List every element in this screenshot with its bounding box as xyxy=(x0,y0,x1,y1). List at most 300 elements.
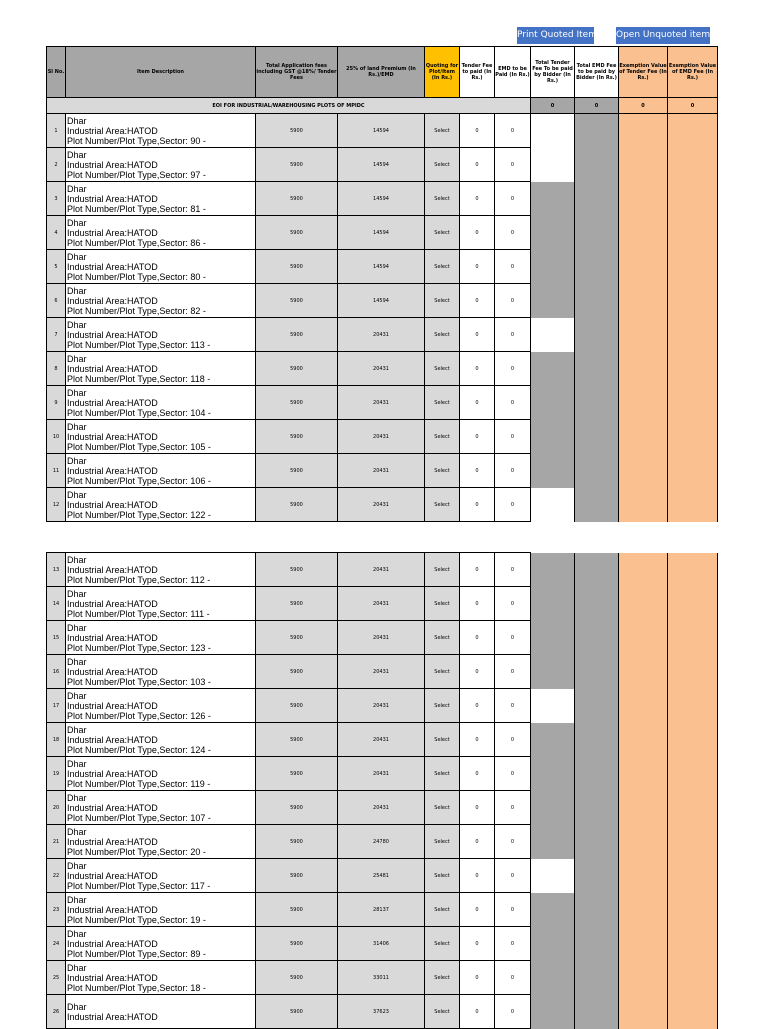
table-row xyxy=(47,655,718,689)
row-total-emd-fee xyxy=(575,553,619,587)
table-row xyxy=(47,859,718,893)
items-table-part-2 xyxy=(46,552,718,1029)
row-emd-paid: 0 xyxy=(495,114,531,148)
row-industrial-area: Industrial Area:HATOD xyxy=(67,431,158,442)
row-application-fee: 5900 xyxy=(256,488,338,522)
row-quote-select[interactable]: Select xyxy=(425,995,460,1029)
row-plot-sector: Plot Number/Plot Type,Sector: 82 - xyxy=(67,305,206,316)
print-quoted-item-button[interactable]: Print Quoted Item xyxy=(517,27,594,44)
row-plot-sector: Plot Number/Plot Type,Sector: 106 - xyxy=(67,475,211,486)
header-emd: EMD to be Paid (In Rs.) xyxy=(495,47,531,98)
section-total-emd: 0 xyxy=(575,98,619,114)
row-land-premium: 20431 xyxy=(338,757,425,791)
row-exemption-emd xyxy=(668,148,718,182)
row-total-tender-fee xyxy=(531,723,575,757)
row-exemption-tender xyxy=(619,386,668,420)
row-emd-paid: 0 xyxy=(495,386,531,420)
row-tender-fee: 0 xyxy=(460,859,495,893)
row-district: Dhar xyxy=(67,826,87,837)
row-application-fee: 5900 xyxy=(256,216,338,250)
row-exemption-emd xyxy=(668,488,718,522)
row-item-description xyxy=(66,352,256,386)
row-plot-sector: Plot Number/Plot Type,Sector: 81 - xyxy=(67,203,206,214)
row-tender-fee: 0 xyxy=(460,318,495,352)
row-district: Dhar xyxy=(67,285,87,296)
row-exemption-emd xyxy=(668,689,718,723)
row-tender-fee: 0 xyxy=(460,791,495,825)
row-district: Dhar xyxy=(67,489,87,500)
row-total-tender-fee xyxy=(531,284,575,318)
row-total-emd-fee xyxy=(575,182,619,216)
header-tender-fee: Tender Fee to paid (In Rs.) xyxy=(460,47,495,98)
row-application-fee: 5900 xyxy=(256,927,338,961)
row-plot-sector: Plot Number/Plot Type,Sector: 119 - xyxy=(67,778,211,789)
row-exemption-tender xyxy=(619,723,668,757)
row-sl-no: 17 xyxy=(47,689,66,723)
row-total-emd-fee xyxy=(575,995,619,1029)
row-application-fee: 5900 xyxy=(256,791,338,825)
row-application-fee: 5900 xyxy=(256,859,338,893)
header-total-tender-fee: Total Tender Fee To be paid by Bidder (In Rs.) xyxy=(531,47,575,98)
row-tender-fee: 0 xyxy=(460,284,495,318)
table-row xyxy=(47,553,718,587)
row-sl-no: 20 xyxy=(47,791,66,825)
row-industrial-area: Industrial Area:HATOD xyxy=(67,499,158,510)
row-exemption-tender xyxy=(619,488,668,522)
row-emd-paid: 0 xyxy=(495,182,531,216)
row-application-fee: 5900 xyxy=(256,893,338,927)
row-total-emd-fee xyxy=(575,621,619,655)
row-exemption-emd xyxy=(668,318,718,352)
row-industrial-area: Industrial Area:HATOD xyxy=(67,632,158,643)
table-row xyxy=(47,114,718,148)
table-row xyxy=(47,587,718,621)
row-exemption-tender xyxy=(619,791,668,825)
row-total-tender-fee xyxy=(531,893,575,927)
row-exemption-tender xyxy=(619,893,668,927)
row-quote-select[interactable]: Select xyxy=(425,961,460,995)
row-emd-paid: 0 xyxy=(495,352,531,386)
row-application-fee: 5900 xyxy=(256,655,338,689)
row-plot-sector: Plot Number/Plot Type,Sector: 123 - xyxy=(67,642,211,653)
table-row xyxy=(47,621,718,655)
row-district: Dhar xyxy=(67,894,87,905)
row-quote-select[interactable]: Select xyxy=(425,553,460,587)
row-item-description xyxy=(66,893,256,927)
row-total-emd-fee xyxy=(575,250,619,284)
row-total-tender-fee xyxy=(531,216,575,250)
row-sl-no: 22 xyxy=(47,859,66,893)
row-quote-select[interactable]: Select xyxy=(425,386,460,420)
row-tender-fee: 0 xyxy=(460,386,495,420)
row-sl-no: 4 xyxy=(47,216,66,250)
row-land-premium: 37623 xyxy=(338,995,425,1029)
row-item-description xyxy=(66,689,256,723)
row-emd-paid: 0 xyxy=(495,621,531,655)
row-quote-select[interactable]: Select xyxy=(425,284,460,318)
row-sl-no: 24 xyxy=(47,927,66,961)
table-row xyxy=(47,284,718,318)
row-plot-sector: Plot Number/Plot Type,Sector: 104 - xyxy=(67,407,211,418)
row-sl-no: 11 xyxy=(47,454,66,488)
row-district: Dhar xyxy=(67,251,87,262)
row-application-fee: 5900 xyxy=(256,553,338,587)
row-application-fee: 5900 xyxy=(256,352,338,386)
row-land-premium: 20431 xyxy=(338,318,425,352)
row-exemption-tender xyxy=(619,689,668,723)
row-total-tender-fee xyxy=(531,961,575,995)
row-application-fee: 5900 xyxy=(256,454,338,488)
row-exemption-emd xyxy=(668,250,718,284)
row-industrial-area: Industrial Area:HATOD xyxy=(67,125,158,136)
row-exemption-emd xyxy=(668,961,718,995)
row-exemption-tender xyxy=(619,420,668,454)
row-plot-sector: Plot Number/Plot Type,Sector: 126 - xyxy=(67,710,211,721)
row-item-description xyxy=(66,148,256,182)
row-quote-select[interactable]: Select xyxy=(425,893,460,927)
row-industrial-area: Industrial Area:HATOD xyxy=(67,295,158,306)
row-total-emd-fee xyxy=(575,114,619,148)
row-industrial-area: Industrial Area:HATOD xyxy=(67,227,158,238)
row-quote-select[interactable]: Select xyxy=(425,927,460,961)
row-emd-paid: 0 xyxy=(495,318,531,352)
row-plot-sector: Plot Number/Plot Type,Sector: 107 - xyxy=(67,812,211,823)
row-item-description xyxy=(66,927,256,961)
row-land-premium: 20431 xyxy=(338,488,425,522)
header-exemption-tender: Exemption Value of Tender Fee (In Rs.) xyxy=(619,47,668,98)
row-emd-paid: 0 xyxy=(495,723,531,757)
row-total-tender-fee xyxy=(531,114,575,148)
row-item-description xyxy=(66,825,256,859)
row-exemption-emd xyxy=(668,757,718,791)
row-application-fee: 5900 xyxy=(256,689,338,723)
row-emd-paid: 0 xyxy=(495,961,531,995)
row-sl-no: 6 xyxy=(47,284,66,318)
table-row xyxy=(47,723,718,757)
row-total-emd-fee xyxy=(575,655,619,689)
row-land-premium: 20431 xyxy=(338,791,425,825)
row-sl-no: 5 xyxy=(47,250,66,284)
section-exemption-emd: 0 xyxy=(668,98,718,114)
table-row xyxy=(47,216,718,250)
row-total-emd-fee xyxy=(575,420,619,454)
row-district: Dhar xyxy=(67,588,87,599)
row-quote-select[interactable]: Select xyxy=(425,757,460,791)
row-sl-no: 14 xyxy=(47,587,66,621)
row-plot-sector: Plot Number/Plot Type,Sector: 112 - xyxy=(67,574,211,585)
row-land-premium: 31406 xyxy=(338,927,425,961)
row-quote-select[interactable]: Select xyxy=(425,825,460,859)
row-exemption-emd xyxy=(668,216,718,250)
row-industrial-area: Industrial Area:HATOD xyxy=(67,870,158,881)
row-quote-select[interactable]: Select xyxy=(425,216,460,250)
row-quote-select[interactable]: Select xyxy=(425,689,460,723)
row-industrial-area: Industrial Area:HATOD xyxy=(67,802,158,813)
table-row xyxy=(47,454,718,488)
row-emd-paid: 0 xyxy=(495,587,531,621)
row-tender-fee: 0 xyxy=(460,250,495,284)
row-application-fee: 5900 xyxy=(256,114,338,148)
row-sl-no: 8 xyxy=(47,352,66,386)
row-exemption-tender xyxy=(619,148,668,182)
row-industrial-area: Industrial Area:HATOD xyxy=(67,329,158,340)
row-total-emd-fee xyxy=(575,386,619,420)
row-exemption-tender xyxy=(619,757,668,791)
row-sl-no: 15 xyxy=(47,621,66,655)
row-emd-paid: 0 xyxy=(495,553,531,587)
row-district: Dhar xyxy=(67,622,87,633)
row-tender-fee: 0 xyxy=(460,621,495,655)
row-application-fee: 5900 xyxy=(256,961,338,995)
row-land-premium: 20431 xyxy=(338,587,425,621)
row-quote-select[interactable]: Select xyxy=(425,148,460,182)
row-total-emd-fee xyxy=(575,587,619,621)
row-quote-select[interactable]: Select xyxy=(425,859,460,893)
row-plot-sector: Plot Number/Plot Type,Sector: 105 - xyxy=(67,441,211,452)
row-plot-sector: Plot Number/Plot Type,Sector: 118 - xyxy=(67,373,211,384)
row-exemption-emd xyxy=(668,723,718,757)
row-tender-fee: 0 xyxy=(460,352,495,386)
row-plot-sector: Plot Number/Plot Type,Sector: 19 - xyxy=(67,914,206,925)
row-sl-no: 19 xyxy=(47,757,66,791)
row-exemption-emd xyxy=(668,284,718,318)
row-quote-select[interactable]: Select xyxy=(425,250,460,284)
row-emd-paid: 0 xyxy=(495,216,531,250)
row-item-description xyxy=(66,553,256,587)
row-tender-fee: 0 xyxy=(460,655,495,689)
row-exemption-tender xyxy=(619,655,668,689)
row-plot-sector: Plot Number/Plot Type,Sector: 113 - xyxy=(67,339,211,350)
row-application-fee: 5900 xyxy=(256,250,338,284)
row-total-emd-fee xyxy=(575,859,619,893)
row-land-premium: 14594 xyxy=(338,284,425,318)
row-exemption-emd xyxy=(668,859,718,893)
row-item-description xyxy=(66,757,256,791)
row-item-description xyxy=(66,454,256,488)
row-tender-fee: 0 xyxy=(460,488,495,522)
row-district: Dhar xyxy=(67,421,87,432)
row-district: Dhar xyxy=(67,1001,87,1012)
row-quote-select[interactable]: Select xyxy=(425,791,460,825)
row-emd-paid: 0 xyxy=(495,284,531,318)
row-sl-no: 3 xyxy=(47,182,66,216)
section-label: EOI FOR INDUSTRIAL/WAREHOUSING PLOTS OF MPIDC xyxy=(47,98,531,114)
row-emd-paid: 0 xyxy=(495,420,531,454)
row-tender-fee: 0 xyxy=(460,825,495,859)
table-row xyxy=(47,318,718,352)
row-exemption-tender xyxy=(619,352,668,386)
row-industrial-area: Industrial Area:HATOD xyxy=(67,159,158,170)
row-total-emd-fee xyxy=(575,757,619,791)
items-table-part-1 xyxy=(46,46,718,522)
row-land-premium: 28137 xyxy=(338,893,425,927)
row-item-description xyxy=(66,386,256,420)
header-total-application-fees: Total Application fees including GST @18%/ Tender Fees xyxy=(256,47,338,98)
row-exemption-emd xyxy=(668,386,718,420)
row-quote-select[interactable]: Select xyxy=(425,723,460,757)
row-item-description xyxy=(66,961,256,995)
table-body-part-2 xyxy=(47,553,718,1029)
row-tender-fee: 0 xyxy=(460,420,495,454)
row-industrial-area: Industrial Area:HATOD xyxy=(67,836,158,847)
row-industrial-area: Industrial Area:HATOD xyxy=(67,734,158,745)
row-total-tender-fee xyxy=(531,454,575,488)
row-district: Dhar xyxy=(67,758,87,769)
row-quote-select[interactable]: Select xyxy=(425,587,460,621)
row-land-premium: 14594 xyxy=(338,216,425,250)
row-quote-select[interactable]: Select xyxy=(425,318,460,352)
row-application-fee: 5900 xyxy=(256,995,338,1029)
row-exemption-emd xyxy=(668,114,718,148)
row-exemption-emd xyxy=(668,454,718,488)
row-item-description xyxy=(66,621,256,655)
row-sl-no: 26 xyxy=(47,995,66,1029)
row-industrial-area: Industrial Area:HATOD xyxy=(67,193,158,204)
row-land-premium: 20431 xyxy=(338,420,425,454)
row-tender-fee: 0 xyxy=(460,723,495,757)
table-row xyxy=(47,825,718,859)
row-exemption-emd xyxy=(668,825,718,859)
row-exemption-emd xyxy=(668,553,718,587)
row-item-description xyxy=(66,859,256,893)
row-emd-paid: 0 xyxy=(495,250,531,284)
row-land-premium: 33011 xyxy=(338,961,425,995)
row-item-description xyxy=(66,995,256,1029)
row-quote-select[interactable]: Select xyxy=(425,454,460,488)
row-total-emd-fee xyxy=(575,148,619,182)
row-sl-no: 2 xyxy=(47,148,66,182)
row-industrial-area: Industrial Area:HATOD xyxy=(67,938,158,949)
row-total-tender-fee xyxy=(531,352,575,386)
row-exemption-emd xyxy=(668,587,718,621)
row-total-emd-fee xyxy=(575,825,619,859)
row-plot-sector: Plot Number/Plot Type,Sector: 111 - xyxy=(67,608,210,619)
row-sl-no: 12 xyxy=(47,488,66,522)
row-total-emd-fee xyxy=(575,454,619,488)
row-total-tender-fee xyxy=(531,689,575,723)
row-district: Dhar xyxy=(67,656,87,667)
row-industrial-area: Industrial Area:HATOD xyxy=(67,700,158,711)
row-sl-no: 23 xyxy=(47,893,66,927)
row-district: Dhar xyxy=(67,860,87,871)
table-header-row xyxy=(47,47,718,98)
row-land-premium: 20431 xyxy=(338,454,425,488)
row-quote-select[interactable]: Select xyxy=(425,655,460,689)
row-sl-no: 9 xyxy=(47,386,66,420)
row-item-description xyxy=(66,284,256,318)
row-district: Dhar xyxy=(67,455,87,466)
row-exemption-tender xyxy=(619,961,668,995)
row-emd-paid: 0 xyxy=(495,454,531,488)
row-item-description xyxy=(66,318,256,352)
row-exemption-tender xyxy=(619,927,668,961)
row-total-tender-fee xyxy=(531,318,575,352)
table-row xyxy=(47,250,718,284)
header-sl-no: Sl No. xyxy=(47,47,66,98)
row-land-premium: 20431 xyxy=(338,723,425,757)
row-plot-sector: Plot Number/Plot Type,Sector: 86 - xyxy=(67,237,206,248)
row-district: Dhar xyxy=(67,319,87,330)
row-industrial-area: Industrial Area:HATOD xyxy=(67,666,158,677)
row-land-premium: 20431 xyxy=(338,386,425,420)
row-district: Dhar xyxy=(67,928,87,939)
row-land-premium: 20431 xyxy=(338,689,425,723)
row-land-premium: 24780 xyxy=(338,825,425,859)
row-item-description xyxy=(66,420,256,454)
row-industrial-area: Industrial Area:HATOD xyxy=(67,261,158,272)
table-row xyxy=(47,927,718,961)
row-industrial-area: Industrial Area:HATOD xyxy=(67,972,158,983)
row-application-fee: 5900 xyxy=(256,386,338,420)
row-district: Dhar xyxy=(67,792,87,803)
row-tender-fee: 0 xyxy=(460,927,495,961)
row-exemption-tender xyxy=(619,284,668,318)
row-total-tender-fee xyxy=(531,621,575,655)
row-total-tender-fee xyxy=(531,553,575,587)
row-land-premium: 20431 xyxy=(338,352,425,386)
row-exemption-tender xyxy=(619,825,668,859)
row-plot-sector: Plot Number/Plot Type,Sector: 80 - xyxy=(67,271,206,282)
row-plot-sector: Plot Number/Plot Type,Sector: 89 - xyxy=(67,948,206,959)
row-industrial-area: Industrial Area:HATOD xyxy=(67,465,158,476)
row-total-tender-fee xyxy=(531,825,575,859)
row-exemption-tender xyxy=(619,114,668,148)
table-row xyxy=(47,182,718,216)
row-total-tender-fee xyxy=(531,148,575,182)
row-sl-no: 13 xyxy=(47,553,66,587)
row-land-premium: 14594 xyxy=(338,182,425,216)
row-emd-paid: 0 xyxy=(495,859,531,893)
row-quote-select[interactable]: Select xyxy=(425,352,460,386)
row-emd-paid: 0 xyxy=(495,655,531,689)
row-quote-select[interactable]: Select xyxy=(425,114,460,148)
row-quote-select[interactable]: Select xyxy=(425,621,460,655)
row-emd-paid: 0 xyxy=(495,995,531,1029)
row-emd-paid: 0 xyxy=(495,757,531,791)
row-plot-sector: Plot Number/Plot Type,Sector: 117 - xyxy=(67,880,211,891)
table-row xyxy=(47,757,718,791)
row-district: Dhar xyxy=(67,962,87,973)
row-item-description xyxy=(66,791,256,825)
open-unquoted-items-button[interactable]: Open Unquoted items xyxy=(616,27,710,44)
row-quote-select[interactable]: Select xyxy=(425,420,460,454)
header-item-description: Item Description xyxy=(66,47,256,98)
row-sl-no: 16 xyxy=(47,655,66,689)
row-industrial-area: Industrial Area:HATOD xyxy=(67,1011,158,1022)
row-total-tender-fee xyxy=(531,420,575,454)
row-item-description xyxy=(66,655,256,689)
row-total-tender-fee xyxy=(531,587,575,621)
row-total-emd-fee xyxy=(575,284,619,318)
table-row xyxy=(47,995,718,1029)
header-quoting: Quoting for Plot/Item (In Rs.) xyxy=(425,47,460,98)
row-total-tender-fee xyxy=(531,182,575,216)
row-quote-select[interactable]: Select xyxy=(425,182,460,216)
row-quote-select[interactable]: Select xyxy=(425,488,460,522)
table-row xyxy=(47,893,718,927)
row-emd-paid: 0 xyxy=(495,825,531,859)
header-land-premium: 25% of land Premium (In Rs.)/EMD xyxy=(338,47,425,98)
table-row xyxy=(47,791,718,825)
row-district: Dhar xyxy=(67,115,87,126)
row-total-emd-fee xyxy=(575,893,619,927)
row-sl-no: 21 xyxy=(47,825,66,859)
row-land-premium: 25481 xyxy=(338,859,425,893)
row-total-emd-fee xyxy=(575,791,619,825)
row-exemption-tender xyxy=(619,318,668,352)
row-exemption-tender xyxy=(619,587,668,621)
row-item-description xyxy=(66,114,256,148)
